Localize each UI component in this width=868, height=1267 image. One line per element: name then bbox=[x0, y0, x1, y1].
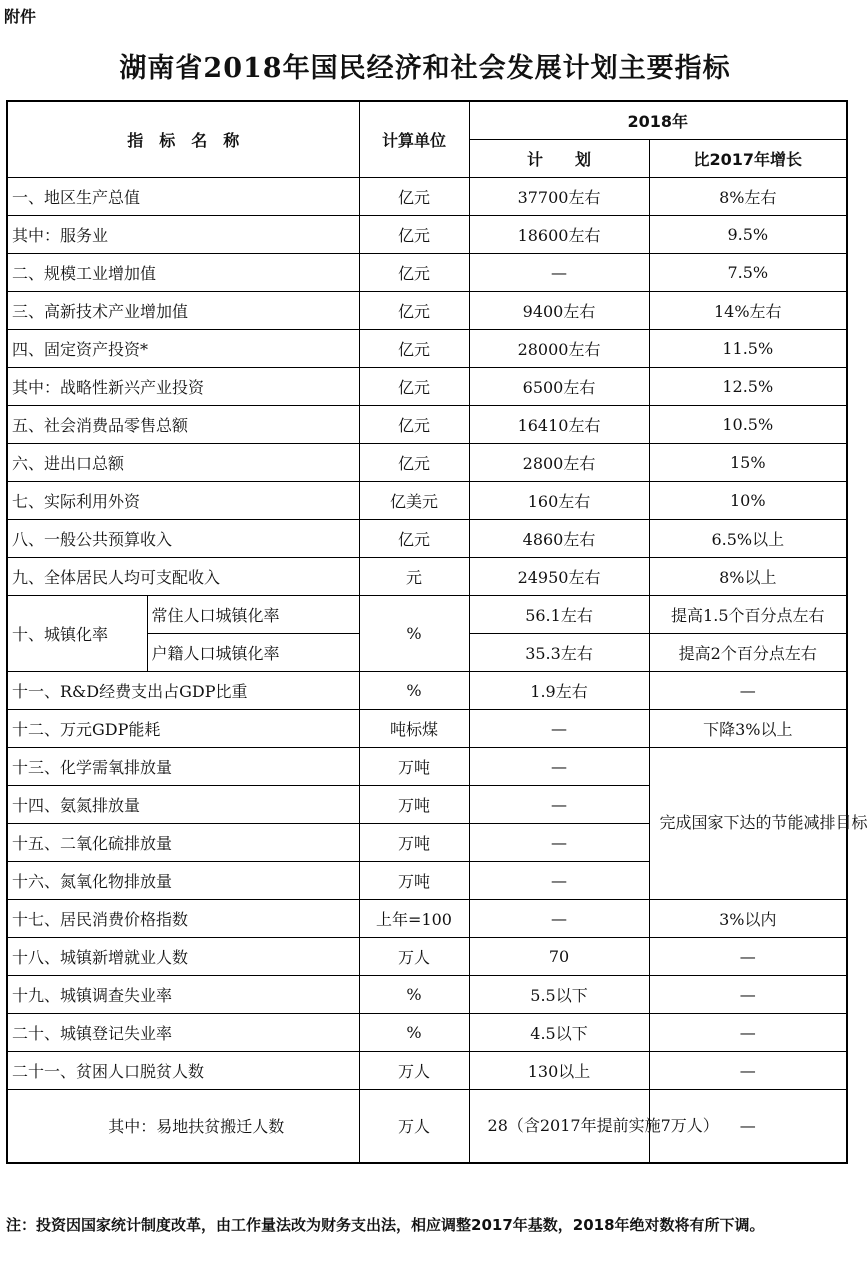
table-row bbox=[7, 975, 847, 1013]
header-year: 2018年 bbox=[469, 101, 847, 139]
table-row bbox=[7, 177, 847, 215]
indicator-plan: — bbox=[469, 899, 649, 937]
table-row bbox=[7, 709, 847, 747]
header-name: 指 标 名 称 bbox=[7, 101, 359, 177]
indicator-name: 九、全体居民人均可支配收入 bbox=[7, 557, 359, 595]
indicator-unit: 亿元 bbox=[359, 291, 469, 329]
table-row bbox=[7, 671, 847, 709]
indicator-table bbox=[6, 100, 868, 1164]
indicator-name: 十五、二氧化硫排放量 bbox=[7, 823, 359, 861]
indicator-unit: 亿美元 bbox=[359, 481, 469, 519]
table-row bbox=[7, 899, 847, 937]
indicator-name: 其中：服务业 bbox=[7, 215, 359, 253]
indicator-name: 七、实际利用外资 bbox=[7, 481, 359, 519]
indicator-unit: 吨标煤 bbox=[359, 709, 469, 747]
table-row bbox=[7, 557, 847, 595]
table-row bbox=[7, 291, 847, 329]
indicator-unit: 亿元 bbox=[359, 519, 469, 557]
indicator-plan: 4.5以下 bbox=[469, 1013, 649, 1051]
attachment-label: 附件 bbox=[4, 7, 37, 26]
indicator-unit: % bbox=[359, 595, 469, 671]
indicator-growth: 9.5% bbox=[649, 215, 847, 253]
table-row bbox=[7, 1013, 847, 1051]
indicator-plan: — bbox=[469, 709, 649, 747]
table-row bbox=[7, 443, 847, 481]
indicator-plan: 35.3左右 bbox=[469, 633, 649, 671]
table-row bbox=[7, 481, 847, 519]
indicator-plan: 28（含2017年提前实施7万人） bbox=[469, 1089, 649, 1163]
indicator-growth: 提高2个百分点左右 bbox=[649, 633, 847, 671]
indicator-growth: — bbox=[649, 1051, 847, 1089]
indicator-unit: 亿元 bbox=[359, 443, 469, 481]
indicator-growth: 12.5% bbox=[649, 367, 847, 405]
indicator-plan: — bbox=[469, 747, 649, 785]
indicator-plan: 16410左右 bbox=[469, 405, 649, 443]
indicator-name: 二十、城镇登记失业率 bbox=[7, 1013, 359, 1051]
indicator-unit: 亿元 bbox=[359, 253, 469, 291]
indicator-growth: 15% bbox=[649, 443, 847, 481]
indicator-growth: 8%左右 bbox=[649, 177, 847, 215]
indicator-name: 一、地区生产总值 bbox=[7, 177, 359, 215]
indicator-growth: — bbox=[649, 671, 847, 709]
indicator-name: 十、城镇化率 bbox=[7, 595, 147, 671]
indicator-plan: 37700左右 bbox=[469, 177, 649, 215]
indicator-unit: 万吨 bbox=[359, 823, 469, 861]
indicator-unit: % bbox=[359, 1013, 469, 1051]
indicator-name: 六、进出口总额 bbox=[7, 443, 359, 481]
indicator-name: 二、规模工业增加值 bbox=[7, 253, 359, 291]
indicator-name: 十三、化学需氧排放量 bbox=[7, 747, 359, 785]
indicator-plan: — bbox=[469, 823, 649, 861]
indicator-plan: 6500左右 bbox=[469, 367, 649, 405]
table-row bbox=[7, 253, 847, 291]
table-row bbox=[7, 595, 847, 633]
indicator-unit: % bbox=[359, 975, 469, 1013]
header-unit: 计算单位 bbox=[359, 101, 469, 177]
indicator-unit: 亿元 bbox=[359, 405, 469, 443]
indicator-name: 十四、氨氮排放量 bbox=[7, 785, 359, 823]
indicator-name: 二十一、贫困人口脱贫人数 bbox=[7, 1051, 359, 1089]
header-plan: 计 划 bbox=[469, 139, 649, 177]
page-title: 湖南省2018年国民经济和社会发展计划主要指标 bbox=[119, 53, 731, 84]
indicator-growth: 11.5% bbox=[649, 329, 847, 367]
indicator-growth: 6.5%以上 bbox=[649, 519, 847, 557]
indicator-growth: — bbox=[649, 937, 847, 975]
table-row bbox=[7, 405, 847, 443]
indicator-growth: — bbox=[649, 1013, 847, 1051]
indicator-growth: — bbox=[649, 1089, 847, 1163]
indicator-growth: 7.5% bbox=[649, 253, 847, 291]
indicator-plan: 18600左右 bbox=[469, 215, 649, 253]
table-row bbox=[7, 519, 847, 557]
indicator-subname: 户籍人口城镇化率 bbox=[147, 633, 359, 671]
indicator-unit: 万吨 bbox=[359, 861, 469, 899]
table-row bbox=[7, 1089, 847, 1163]
table-row bbox=[7, 937, 847, 975]
indicator-subname: 常住人口城镇化率 bbox=[147, 595, 359, 633]
indicator-unit: 万吨 bbox=[359, 747, 469, 785]
indicator-name: 十九、城镇调查失业率 bbox=[7, 975, 359, 1013]
indicator-name: 十八、城镇新增就业人数 bbox=[7, 937, 359, 975]
indicator-plan: 160左右 bbox=[469, 481, 649, 519]
table-row bbox=[7, 1051, 847, 1089]
indicator-plan: 4860左右 bbox=[469, 519, 649, 557]
table-row bbox=[7, 215, 847, 253]
indicator-growth: — bbox=[649, 975, 847, 1013]
table-row bbox=[7, 367, 847, 405]
indicator-name: 四、固定资产投资* bbox=[7, 329, 359, 367]
indicator-unit: 亿元 bbox=[359, 367, 469, 405]
table-row bbox=[7, 747, 847, 785]
indicator-name: 其中：战略性新兴产业投资 bbox=[7, 367, 359, 405]
header-growth: 比2017年增长 bbox=[649, 139, 847, 177]
indicator-unit: 亿元 bbox=[359, 177, 469, 215]
indicator-name: 十二、万元GDP能耗 bbox=[7, 709, 359, 747]
indicator-growth: 14%左右 bbox=[649, 291, 847, 329]
indicator-plan: 24950左右 bbox=[469, 557, 649, 595]
indicator-growth: 10.5% bbox=[649, 405, 847, 443]
indicator-growth: 下降3%以上 bbox=[649, 709, 847, 747]
indicator-plan: — bbox=[469, 253, 649, 291]
indicator-plan: 70 bbox=[469, 937, 649, 975]
indicator-unit: 万人 bbox=[359, 937, 469, 975]
indicator-plan: 130以上 bbox=[469, 1051, 649, 1089]
indicator-name: 八、一般公共预算收入 bbox=[7, 519, 359, 557]
table-row bbox=[7, 329, 847, 367]
indicator-unit: % bbox=[359, 671, 469, 709]
indicator-name: 十一、R&D经费支出占GDP比重 bbox=[7, 671, 359, 709]
indicator-unit: 万人 bbox=[359, 1051, 469, 1089]
indicator-unit: 上年=100 bbox=[359, 899, 469, 937]
emissions-target: 完成国家下达的节能减排目标 bbox=[649, 747, 847, 899]
indicator-growth: 10% bbox=[649, 481, 847, 519]
indicator-unit: 万人 bbox=[359, 1089, 469, 1163]
indicator-plan: — bbox=[469, 785, 649, 823]
indicator-unit: 亿元 bbox=[359, 329, 469, 367]
indicator-plan: 9400左右 bbox=[469, 291, 649, 329]
indicator-growth: 3%以内 bbox=[649, 899, 847, 937]
indicator-name: 五、社会消费品零售总额 bbox=[7, 405, 359, 443]
indicator-unit: 元 bbox=[359, 557, 469, 595]
indicator-name: 三、高新技术产业增加值 bbox=[7, 291, 359, 329]
indicator-unit: 亿元 bbox=[359, 215, 469, 253]
indicator-plan: — bbox=[469, 861, 649, 899]
indicator-plan: 5.5以下 bbox=[469, 975, 649, 1013]
indicator-unit: 万吨 bbox=[359, 785, 469, 823]
indicator-growth: 8%以上 bbox=[649, 557, 847, 595]
footnote: 注：投资因国家统计制度改革，由工作量法改为财务支出法，相应调整2017年基数，2018年绝对数将有所下调。 bbox=[6, 1216, 765, 1234]
indicator-name: 其中：易地扶贫搬迁人数 bbox=[7, 1089, 359, 1163]
indicator-plan: 2800左右 bbox=[469, 443, 649, 481]
indicator-plan: 56.1左右 bbox=[469, 595, 649, 633]
indicator-plan: 1.9左右 bbox=[469, 671, 649, 709]
indicator-name: 十六、氮氧化物排放量 bbox=[7, 861, 359, 899]
indicator-name: 十七、居民消费价格指数 bbox=[7, 899, 359, 937]
indicator-plan: 28000左右 bbox=[469, 329, 649, 367]
indicator-growth: 提高1.5个百分点左右 bbox=[649, 595, 847, 633]
